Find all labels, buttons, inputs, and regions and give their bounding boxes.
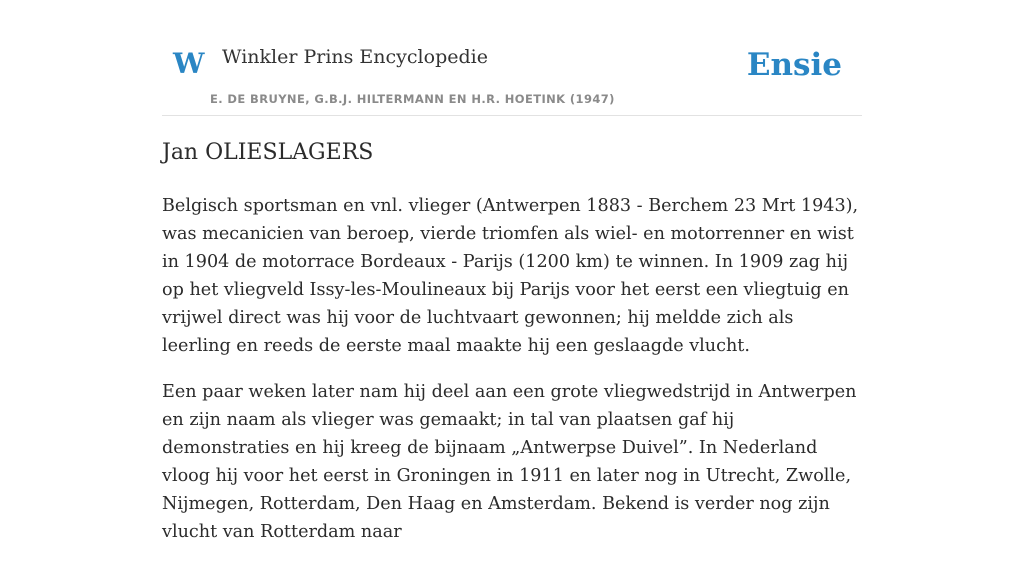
source-header [162, 30, 862, 116]
source-title[interactable]: Winkler Prins Encyclopedie [222, 46, 488, 68]
source-authors: E. DE BRUYNE, G.B.J. HILTERMANN EN H.R. HOETINK (1947) [210, 92, 615, 106]
winkler-prins-logo-icon[interactable]: W [173, 47, 205, 80]
article-body [162, 192, 867, 564]
article-paragraph-1: Belgisch sportsman en vnl. vlieger (Antwerpen 1883 - Berchem 23 Mrt 1943), was mecanicien van beroep, vierde triomfen als wiel- en motorrenner en wist in 1904 de motorrace Bordeaux - Parijs (1200 km) te winnen. In 1909 zag hij op het vliegveld Issy-les-Moulineaux bij Parijs voor het eerst een vliegtuig en vrijwel direct was hij voor de luchtvaart gewonnen; hij meldde zich als leerling en reeds de eerste maal maakte hij een geslaagde vlucht. [162, 196, 859, 356]
article-title: Jan OLIESLAGERS [162, 140, 374, 165]
ensie-brand-link[interactable]: Ensie [746, 47, 842, 83]
article-paragraph-2: Een paar weken later nam hij deel aan een grote vliegwedstrijd in Antwerpen en zijn naam als vlieger was gemaakt; in tal van plaatsen gaf hij demonstraties en hij kreeg de bijnaam „Antwerpse Duivel”. In Nederland vloog hij voor het eerst in Groningen in 1911 en later nog in Utrecht, Zwolle, Nijmegen, Rotterdam, Den Haag en Amsterdam. Bekend is verder nog zijn vlucht van Rotterdam naar [162, 382, 857, 542]
